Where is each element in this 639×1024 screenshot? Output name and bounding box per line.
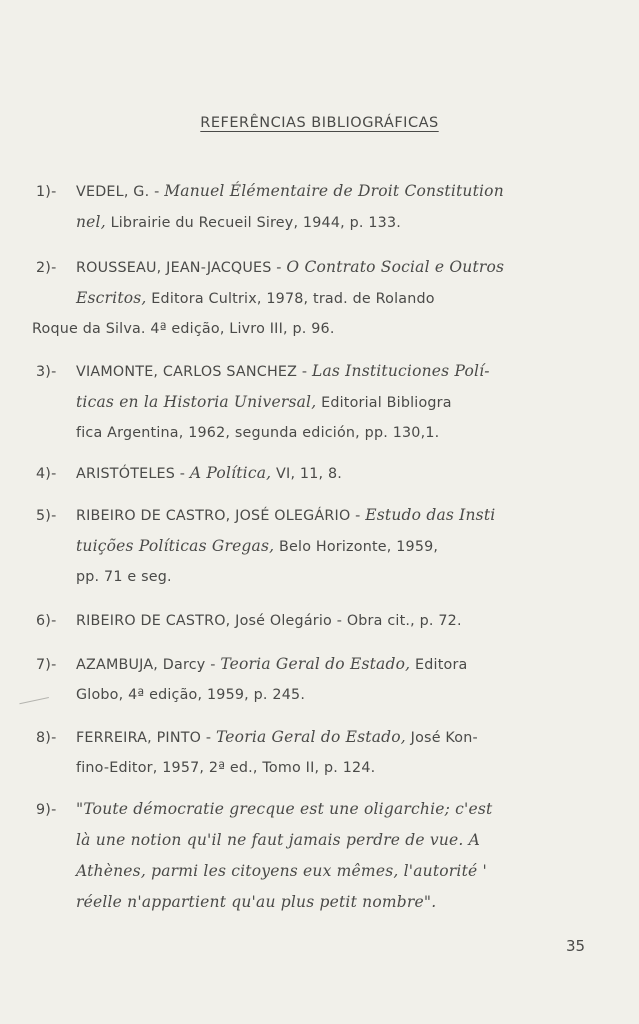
reference-number: 9)- — [36, 802, 57, 818]
reference-8: 8)- FERREIRA, PINTO - Teoria Geral do Estado, José Kon- fino-Editor, 1957, 2ª ed., Tomo II, p. 124. — [36, 722, 606, 783]
reference-4: 4)- ARISTÓTELES - A Política, VI, 11, 8. — [36, 458, 606, 489]
page-heading: REFERÊNCIAS BIBLIOGRÁFICAS — [200, 115, 439, 131]
reference-number: 3)- — [36, 364, 57, 380]
reference-5: 5)- RIBEIRO DE CASTRO, JOSÉ OLEGÁRIO - Estudo das Insti tuições Políticas Gregas, Belo Horizonte, 1959, pp. 71 e seg. — [36, 500, 606, 592]
reference-3: 3)- VIAMONTE, CARLOS SANCHEZ - Las Instituciones Polí- ticas en la Historia Universal, Editorial Bibliogra fica Argentina, 1962, segunda edición, pp. 130,1. — [36, 356, 606, 448]
reference-number: 8)- — [36, 730, 57, 746]
reference-number: 5)- — [36, 508, 57, 524]
reference-number: 6)- — [36, 613, 57, 629]
reference-number: 2)- — [36, 260, 57, 276]
reference-number: 4)- — [36, 466, 57, 482]
reference-1: 1)- VEDEL, G. - Manuel Élémentaire de Droit Constitution nel, Librairie du Recueil Sirey, 1944, p. 133. — [36, 176, 606, 238]
reference-6: 6)- RIBEIRO DE CASTRO, José Olegário - Obra cit., p. 72. — [36, 606, 606, 636]
reference-number: 1)- — [36, 184, 57, 200]
reference-number: 7)- — [36, 657, 57, 673]
reference-7: 7)- AZAMBUJA, Darcy - Teoria Geral do Estado, Editora Globo, 4ª edição, 1959, p. 245. — [36, 649, 606, 710]
reference-2: 2)- ROUSSEAU, JEAN-JACQUES - O Contrato Social e Outros Escritos, Editora Cultrix, 1978, trad. de Rolando Roque da Silva. 4ª edição, Livro III, p. 96. — [36, 252, 606, 344]
page-number: 35 — [566, 937, 586, 955]
reference-9: 9)- "Toute démocratie grecque est une oligarchie; c'est là une notion qu'il ne faut jamais perdre de vue. A Athènes, parmi les citoyens eux mêmes, l'autorité ' réelle n'appartient qu'au plus petit nombre". — [36, 794, 606, 918]
